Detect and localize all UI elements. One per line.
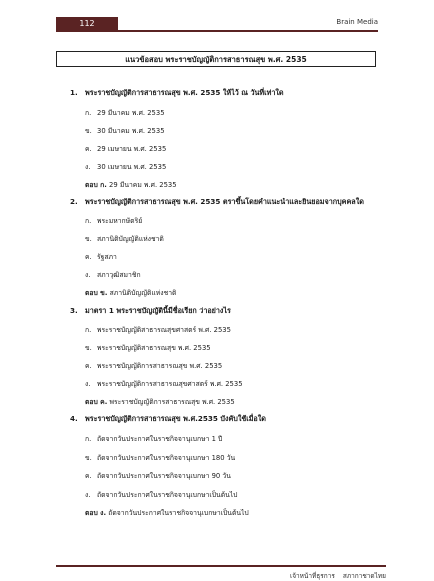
- question-title: [70, 306, 231, 317]
- option: ก. พระราชบัญญัติสาธารณสุขศาสตร์ พ.ศ. 2535: [85, 326, 231, 334]
- option: ข. ถัดจากวันประกาศในราชกิจจานุเบกษา 180 วัน: [85, 454, 236, 462]
- option: ก. 29 มีนาคม พ.ศ. 2535: [85, 109, 165, 117]
- option: ง. พระราชบัญญัติการสาธารณสุขศาสตร์ พ.ศ. 2535: [85, 380, 243, 388]
- question-number: 3.: [70, 306, 78, 315]
- option: ค. รัฐสภา: [85, 253, 117, 261]
- question-number: 4.: [70, 414, 78, 423]
- footer-left-text: เจ้าหน้าที่ธุรการ: [289, 572, 335, 580]
- footer: [290, 571, 386, 581]
- question-title: [70, 197, 364, 208]
- answer: ตอบ ข. สภานิติบัญญัติแห่งชาติ: [85, 289, 177, 297]
- option: ง. ถัดจากวันประกาศในราชกิจจานุเบกษาเป็นต้นไป: [85, 491, 238, 499]
- answer: ตอบ ก. 29 มีนาคม พ.ศ. 2535: [85, 181, 177, 189]
- footer-rule: [56, 565, 386, 567]
- option: ก. ถัดจากวันประกาศในราชกิจจานุเบกษา 1 ปี: [85, 435, 223, 443]
- option: ก. พระมหากษัตริย์: [85, 217, 143, 225]
- option: ค. พระราชบัญญัติการสาธารณสุข พ.ศ. 2535: [85, 362, 223, 370]
- page-number: 112: [56, 17, 118, 30]
- answer: ตอบ ง. ถัดจากวันประกาศในราชกิจจานุเบกษาเป็นต้นไป: [85, 509, 249, 517]
- document-title: แนวข้อสอบ พระราชบัญญัติการสาธารณสุข พ.ศ. 2535: [56, 51, 376, 67]
- question-text: พระราชบัญญัติการสาธารณสุข พ.ศ.2535 บังคับใช้เมื่อใด: [85, 414, 266, 423]
- question-text: พระราชบัญญัติการสาธารณสุข พ.ศ. 2535 ให้ไว้ ณ วันที่เท่าใด: [85, 88, 284, 97]
- question-text: มาตรา 1 พระราชบัญญัตินี้มีชื่อเรียก ว่าอย่างไร: [85, 306, 231, 315]
- answer: ตอบ ค. พระราชบัญญัติการสาธารณสุข พ.ศ. 2535: [85, 398, 235, 406]
- option: ข. พระราชบัญญัติสาธารณสุข พ.ศ. 2535: [85, 344, 211, 352]
- question-text: พระราชบัญญัติการสาธารณสุข พ.ศ. 2535 ตราขึ้นโดยคำแนะนำและยินยอมจากบุคคลใด: [85, 197, 364, 206]
- option: ข. 30 มีนาคม พ.ศ. 2535: [85, 127, 165, 135]
- option: ง. 30 เมษายน พ.ศ. 2535: [85, 163, 167, 171]
- question-number: 2.: [70, 197, 78, 206]
- footer-right-text: สภากาชาดไทย: [342, 572, 386, 580]
- option: ข. สภานิติบัญญัติแห่งชาติ: [85, 235, 164, 243]
- option: ง. สภาวุฒิสมาชิก: [85, 271, 141, 279]
- question-title: [70, 414, 266, 425]
- brand-name: Brain Media: [336, 18, 378, 26]
- question-number: 1.: [70, 88, 78, 97]
- option: ค. 29 เมษายน พ.ศ. 2535: [85, 145, 167, 153]
- option: ค. ถัดจากวันประกาศในราชกิจจานุเบกษา 90 วัน: [85, 472, 231, 480]
- question-title: [70, 88, 284, 99]
